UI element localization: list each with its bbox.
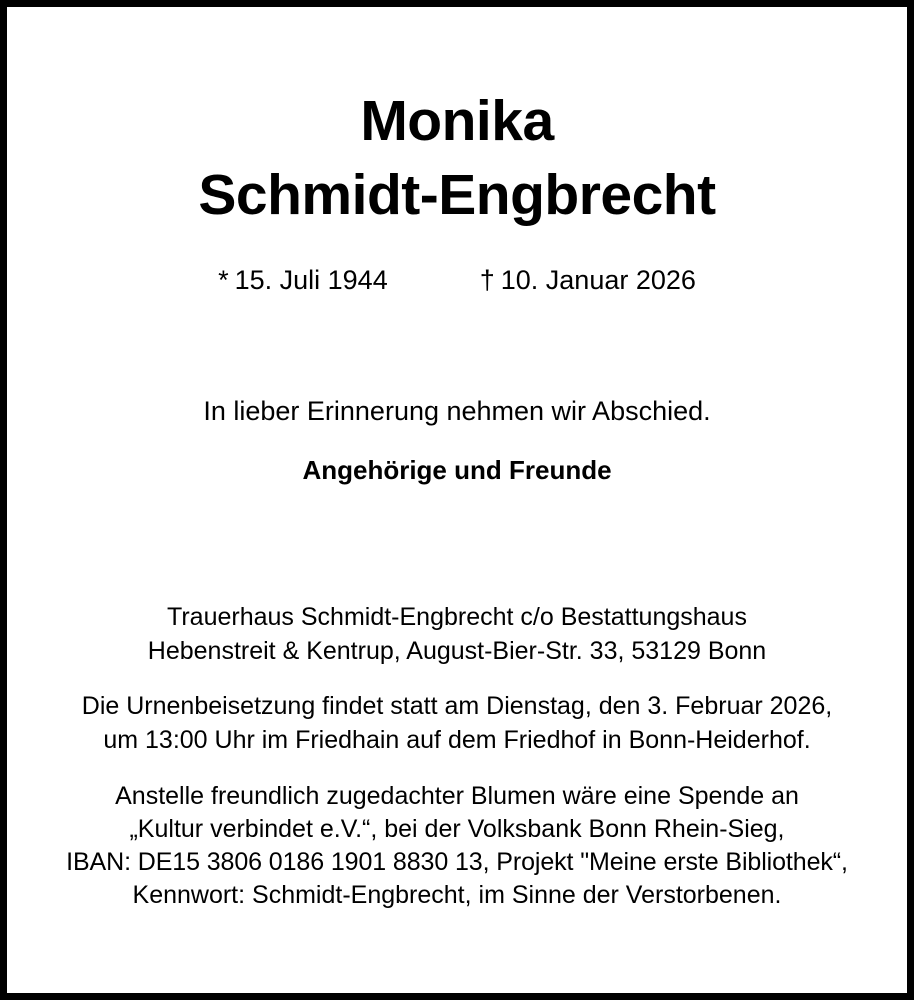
donation-reference-line: Kennwort: Schmidt-Engbrecht, im Sinne der Verstorbenen. bbox=[132, 881, 782, 909]
death-date-item bbox=[480, 263, 696, 297]
deceased-name-block bbox=[8, 84, 906, 232]
death-notice-content bbox=[7, 7, 907, 993]
contact-line-2: Hebenstreit & Kentrup, August-Bier-Str. 33, 53129 Bonn bbox=[147, 637, 767, 665]
donation-iban-line: IBAN: DE15 3806 0186 1901 8830 13, Projekt "Meine erste Bibliothek“, bbox=[66, 848, 848, 876]
birth-date-value: 15. Juli 1944 bbox=[234, 265, 388, 295]
death-date-value: 10. Januar 2026 bbox=[500, 265, 696, 295]
donation-line-1: Anstelle freundlich zugedachter Blumen wäre eine Spende an bbox=[115, 782, 799, 810]
deceased-first-name: Monika bbox=[360, 89, 554, 153]
death-cross-icon: † bbox=[479, 265, 495, 295]
deceased-last-name: Schmidt-Engbrecht bbox=[198, 163, 716, 227]
memorial-block bbox=[8, 393, 906, 487]
details-block bbox=[8, 600, 906, 912]
birth-date-item bbox=[218, 263, 388, 297]
funeral-line-2: um 13:00 Uhr im Friedhain auf dem Friedhof in Bonn-Heiderhof. bbox=[103, 726, 811, 754]
contact-paragraph bbox=[8, 600, 906, 668]
memorial-message: In lieber Erinnerung nehmen wir Abschied. bbox=[203, 396, 711, 426]
contact-line-1: Trauerhaus Schmidt-Engbrecht c/o Bestattungshaus bbox=[167, 603, 747, 631]
birth-star-icon: * bbox=[218, 265, 229, 295]
survivors-signature: Angehörige und Freunde bbox=[302, 455, 612, 485]
funeral-paragraph bbox=[8, 689, 906, 757]
donation-paragraph bbox=[8, 780, 906, 912]
donation-line-2: „Kultur verbindet e.V.“, bei der Volksbank Bonn Rhein-Sieg, bbox=[129, 815, 785, 843]
funeral-line-1: Die Urnenbeisetzung findet statt am Dienstag, den 3. Februar 2026, bbox=[81, 692, 833, 720]
life-dates-row bbox=[218, 263, 696, 297]
